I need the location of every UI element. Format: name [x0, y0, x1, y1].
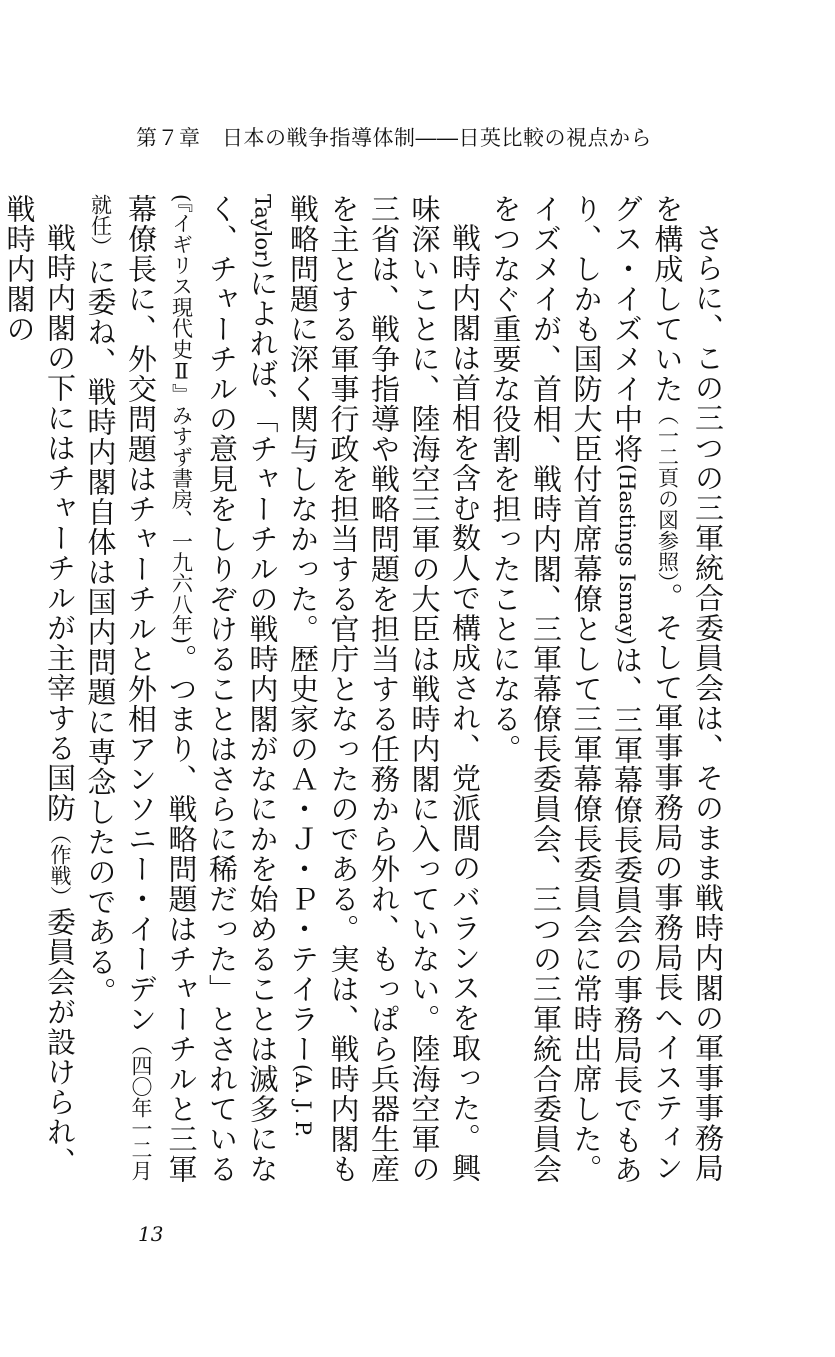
inline-note: (A. J. P. Taylor) — [250, 194, 315, 1138]
page-number: 13 — [138, 1222, 164, 1246]
paragraph — [485, 194, 728, 1194]
inline-note: （一二頁の図参照） — [655, 404, 680, 583]
vertical-body-text — [2, 194, 728, 1194]
text-segment: 戦時内閣は首相を含む数人で構成され、党派間のバランスを取った。興味深いことに、陸海空三軍の大臣は戦時内閣に入っていない。陸海空軍の三省は、戦争指導や戦略問題を担当する任務から外れ、もっぱら兵器生産を主とする軍事行政を担当する官庁となったのである。実は、戦時内閣も戦略問題に深く関与しなかった。歴史家のＡ・Ｊ・Ｐ・テイラー — [286, 194, 482, 1184]
text-segment: によれば、「チャーチルの戦時内閣がなにかを始めることは滅多になく、チャーチルの意見をしりぞけることはさらに稀だった」とされている — [205, 194, 280, 1184]
text-segment: 。つまり、戦略問題はチャーチルと三軍幕僚長に、外交問題はチャーチルと外相アンソニー・イーデン — [124, 194, 199, 1184]
text-segment: は、三軍幕僚長委員会の事務局長でもあり、しかも国防大臣付首席幕僚として三軍幕僚長委員会に常時出席した。イズメイが、首相、戦時内閣、三軍幕僚長委員会、三つの三軍統合委員会をつなぐ重要な役割を担ったことになる。 — [488, 194, 644, 1185]
inline-note: （四〇年一二月就任） — [88, 194, 153, 1181]
text-segment: 委員会が設けられ、戦時内閣の — [2, 194, 77, 1177]
paragraph — [80, 194, 485, 1194]
inline-note: (Hastings Ismay) — [615, 464, 639, 645]
inline-note: （作戦） — [48, 823, 72, 907]
text-segment: 。そして軍事事務局の事務局長へイスティングス・イズメイ中将 — [610, 194, 685, 1183]
text-segment: に委ね、戦時内閣自体は国内問題に専念したのである。 — [83, 257, 118, 1007]
running-head: 第７章 日本の戦争指導体制――日英比較の視点から — [136, 126, 652, 150]
text-segment: 戦時内閣の下にはチャーチルが主宰する国防 — [43, 223, 77, 823]
paragraph — [0, 194, 80, 1194]
text-segment: さらに、この三つの三軍統合委員会は、そのまま戦時内閣の軍事事務局を構成していた — [650, 194, 725, 1183]
inline-note: (『イギリス現代史Ⅱ』みすず書房、一九六八年) — [169, 194, 194, 644]
